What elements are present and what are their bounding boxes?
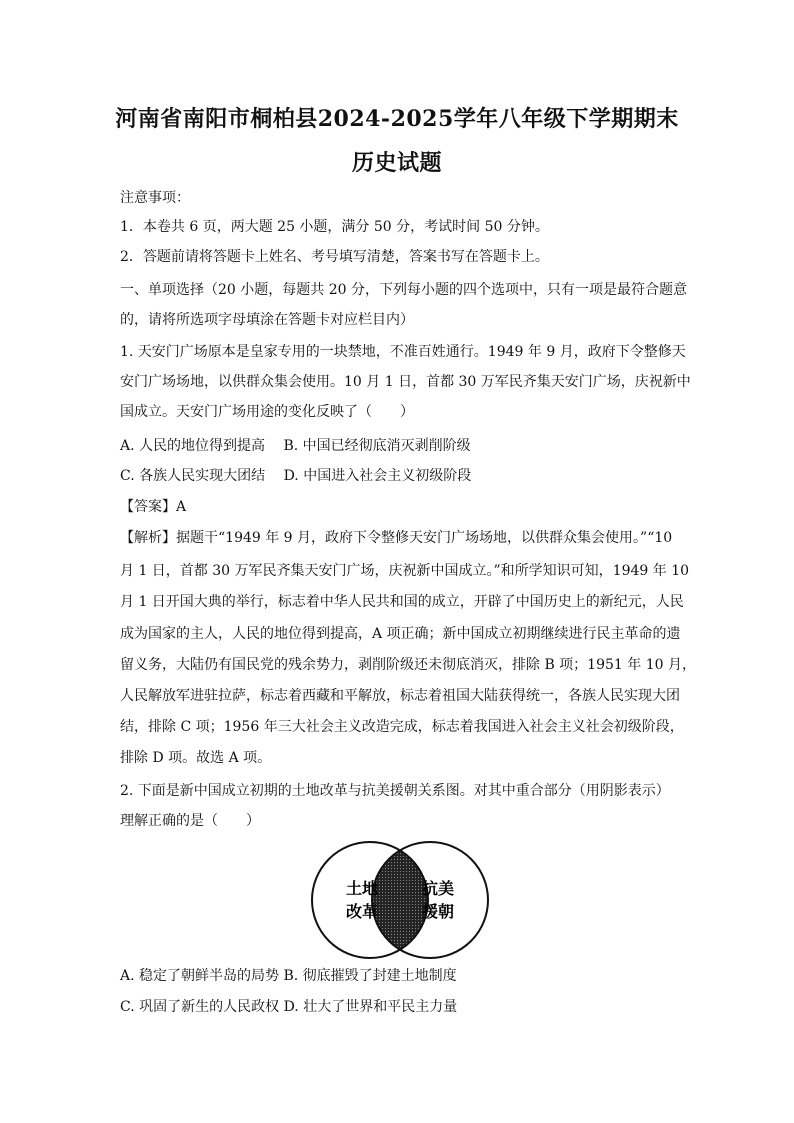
question-1-options-cd: C. 各族人民实现大团结 D. 中国进入社会主义初级阶段 bbox=[120, 468, 472, 484]
question-1-analysis-cont: 留义务，大陆仍有国民党的残余势力，剥削阶级还未彻底消灭，排除 B 项；1951 年 10 月， bbox=[120, 657, 696, 673]
venn-diagram bbox=[300, 840, 500, 960]
notice-heading: 注意事项： bbox=[120, 190, 190, 206]
notice-item-2: 2．答题前请将答题卡上姓名、考号填写清楚，答案书写在答题卡上。 bbox=[120, 249, 549, 265]
question-2-options-cd: C. 巩固了新生的人民政权 D. 壮大了世界和平民主力量 bbox=[120, 999, 458, 1015]
exam-title: 河南省南阳市桐柏县2024-2025学年八年级下学期期末 bbox=[115, 106, 679, 132]
question-1-analysis-cont: 月 1 日，首都 30 万军民齐集天安门广场，庆祝新中国成立。”和所学知识可知，1949 年 10 bbox=[120, 563, 690, 579]
venn-left-label-cont: 改革 bbox=[346, 902, 379, 921]
question-1-options-ab: A. 人民的地位得到提高 B. 中国已经彻底消灭剥削阶级 bbox=[120, 438, 471, 454]
section-1-instructions-cont: 的，请将所选项字母填涂在答题卡对应栏目内） bbox=[120, 312, 414, 328]
venn-left-label: 土地 bbox=[346, 879, 379, 898]
question-1-analysis-cont: 结，排除 C 项；1956 年三大社会主义改造完成，标志着我国进入社会主义社会初级阶段， bbox=[120, 719, 684, 735]
exam-subject: 历史试题 bbox=[351, 150, 442, 176]
question-1-stem: 1. 天安门广场原本是皇家专用的一块禁地，不准百姓通行。1949 年 9 月，政府下令整修天 bbox=[120, 344, 686, 360]
question-1-stem-cont: 国成立。天安门广场用途的变化反映了（ ） bbox=[120, 404, 414, 420]
question-1-stem-cont: 安门广场场地，以供群众集会使用。10 月 1 日，首都 30 万军民齐集天安门广场，庆祝新中 bbox=[120, 374, 691, 390]
question-1-analysis: 【解析】据题干“1949 年 9 月，政府下令整修天安门广场场地，以供群众集会使用。”“10 bbox=[120, 530, 673, 546]
question-2-stem: 2. 下面是新中国成立初期的土地改革与抗美援朝关系图。对其中重合部分（用阴影表示） bbox=[120, 783, 670, 799]
question-1-analysis-cont: 成为国家的主人，人民的地位得到提高，A 项正确；新中国成立初期继续进行民主革命的遗 bbox=[120, 626, 681, 642]
question-2-stem-cont: 理解正确的是（ ） bbox=[120, 813, 260, 829]
notice-item-1: 1．本卷共 6 页，两大题 25 小题，满分 50 分，考试时间 50 分钟。 bbox=[120, 219, 549, 235]
question-1-analysis-cont: 排除 D 项。故选 A 项。 bbox=[120, 750, 272, 766]
question-1-analysis-cont: 人民解放军进驻拉萨，标志着西藏和平解放，标志着祖国大陆获得统一，各族人民实现大团 bbox=[120, 688, 680, 704]
venn-right-label: 抗美 bbox=[422, 879, 455, 898]
question-1-analysis-cont: 月 1 日开国大典的举行，标志着中华人民共和国的成立，开辟了中国历史上的新纪元，人民 bbox=[120, 594, 684, 610]
question-1-answer: 【答案】A bbox=[120, 499, 187, 515]
question-2-options-ab: A. 稳定了朝鲜半岛的局势 B. 彻底摧毁了封建土地制度 bbox=[120, 968, 457, 984]
section-1-instructions: 一、单项选择（20 小题，每题共 20 分，下列每小题的四个选项中，只有一项是最符合题意 bbox=[120, 282, 687, 298]
venn-right-label-cont: 援朝 bbox=[422, 902, 455, 921]
